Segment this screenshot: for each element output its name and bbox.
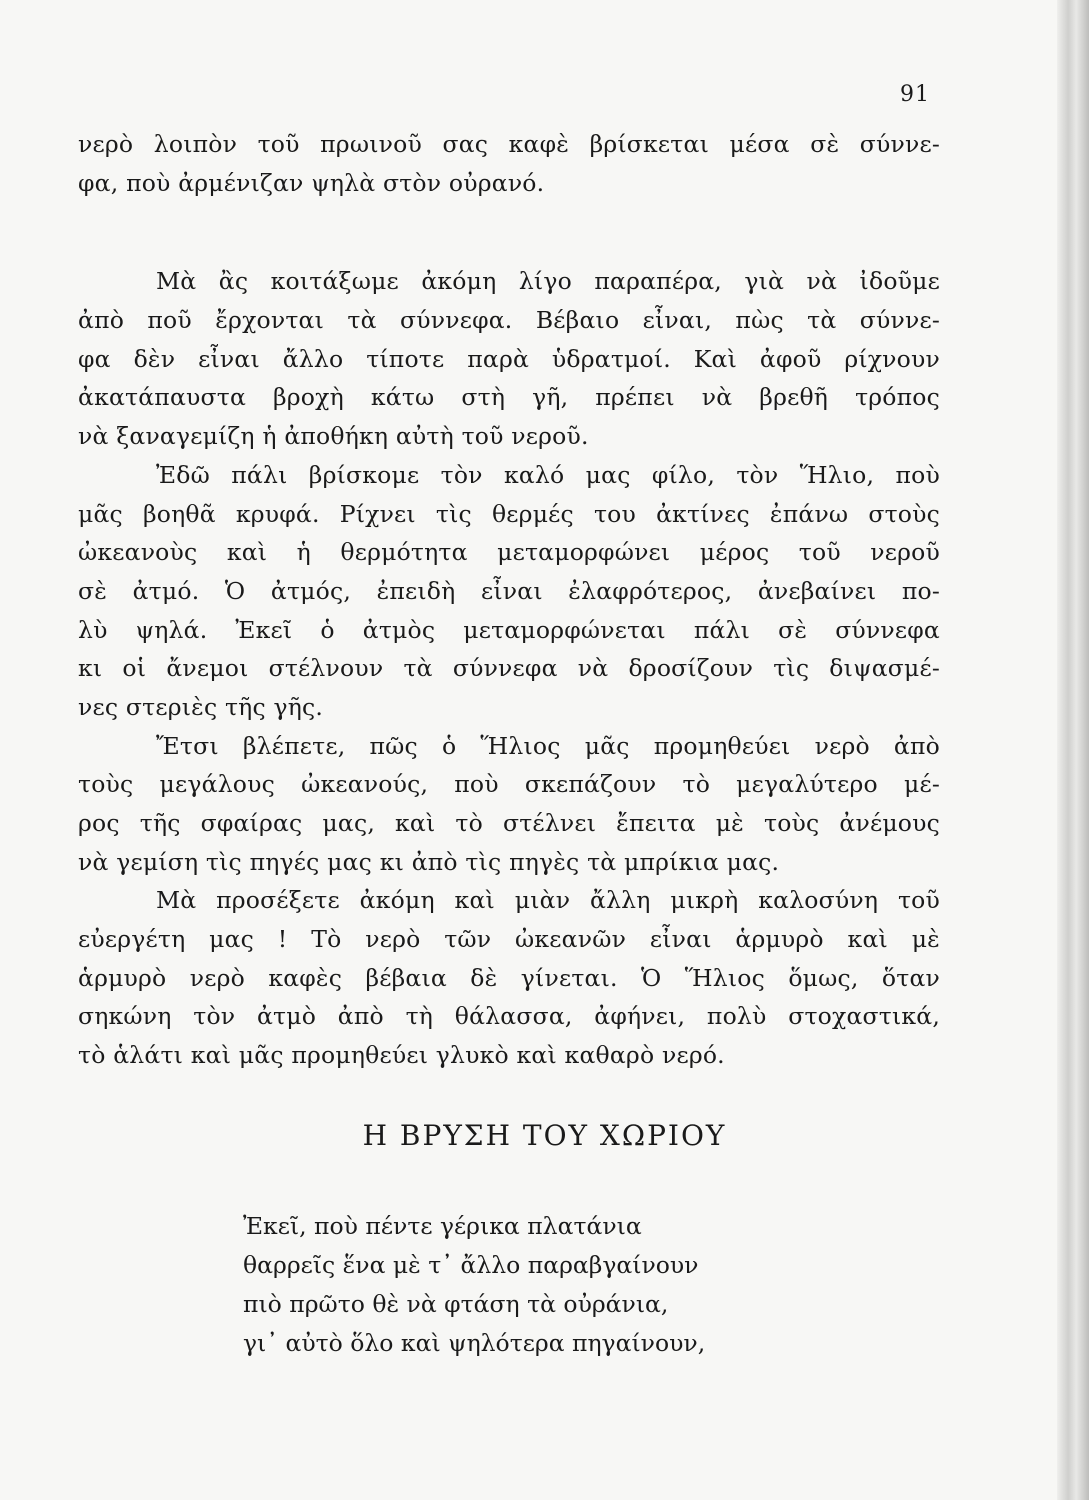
text-line: μᾶς βοηθᾶ κρυφά. Ρίχνει τὶς θερμές του ἀκτίνες ἐπάνω στοὺς [78,499,940,528]
text-line: φα, ποὺ ἀρμένιζαν ψηλὰ στὸν οὐρανό. [78,168,545,197]
text-line: νὰ ξαναγεμίζη ἡ ἀποθήκη αὐτὴ τοῦ νεροῦ. [78,422,589,451]
text-line: ἀκατάπαυστα βροχὴ κάτω στὴ γῆ, πρέπει νὰ βρεθῆ τρόπος [78,383,940,412]
page-number: 91 [900,82,930,107]
paragraph-gap [78,202,940,262]
text-line: ἁρμυρὸ νερὸ καφὲς βέβαια δὲ γίνεται. Ὁ Ἥλιος ὅμως, ὅταν [78,963,940,992]
poem-line: θαρρεῖς ἕνα μὲ τ᾽ ἄλλο παραβγαίνουν [243,1251,699,1279]
text-line: νες στεριὲς τῆς γῆς. [78,692,324,721]
text-line: ἀπὸ ποῦ ἔρχονται τὰ σύννεφα. Βέβαιο εἶναι, πὼς τὰ σύννε- [78,306,940,335]
text-line: σὲ ἀτμό. Ὁ ἀτμός, ἐπειδὴ εἶναι ἐλαφρότερος, ἀνεβαίνει πο- [78,576,940,605]
text-line: ὠκεανοὺς καὶ ἡ θερμότητα μεταμορφώνει μέρος τοῦ νεροῦ [78,538,940,567]
section-heading: Η ΒΡΥΣΗ ΤΟΥ ΧΩΡΙΟΥ [362,1119,727,1152]
text-line: τοὺς μεγάλους ὠκεανούς, ποὺ σκεπάζουν τὸ μεγαλύτερο μέ- [78,770,940,799]
text-line: φα δὲν εἶναι ἄλλο τίποτε παρὰ ὑδρατμοί. Καὶ ἀφοῦ ρίχνουν [78,344,940,373]
poem-line: πιὸ πρῶτο θὲ νὰ φτάση τὰ οὐράνια, [243,1290,669,1318]
text-line: τὸ ἁλάτι καὶ μᾶς προμηθεύει γλυκὸ καὶ καθαρὸ νερό. [78,1041,725,1070]
text-line: Ἔτσι βλέπετε, πῶς ὁ Ἥλιος μᾶς προμηθεύει νερὸ ἀπὸ [156,731,940,760]
page-edge-shadow [1057,0,1089,1500]
paragraph-1 [78,125,940,202]
text-line: εὐεργέτη μας ! Τὸ νερὸ τῶν ὠκεανῶν εἶναι ἁρμυρὸ καὶ μὲ [78,925,940,954]
text-line: Ἐδῶ πάλι βρίσκομε τὸν καλό μας φίλο, τὸν Ἥλιο, ποὺ [156,460,940,489]
body-text [78,125,940,1075]
text-line: σηκώνη τὸν ἀτμὸ ἀπὸ τὴ θάλασσα, ἀφήνει, πολὺ στοχαστικά, [78,1002,940,1031]
text-line: νερὸ λοιπὸν τοῦ πρωινοῦ σας καφὲ βρίσκεται μέσα σὲ σύννε- [78,130,940,158]
paragraph-4 [78,727,940,882]
text-line: Μὰ ἂς κοιτάξωμε ἀκόμη λίγο παραπέρα, γιὰ νὰ ἰδοῦμε [156,267,940,296]
poem [243,1207,705,1363]
text-line: νὰ γεμίση τὶς πηγές μας κι ἀπὸ τὶς πηγὲς τὰ μπρίκια μας. [78,847,780,876]
text-line: Μὰ προσέξετε ἀκόμη καὶ μιὰν ἄλλη μικρὴ καλοσύνη τοῦ [156,886,940,915]
text-line: κι οἱ ἄνεμοι στέλνουν τὰ σύννεφα νὰ δροσίζουν τὶς διψασμέ- [78,654,940,683]
text-line: λὺ ψηλά. Ἐκεῖ ὁ ἀτμὸς μεταμορφώνεται πάλι σὲ σύννεφα [78,615,940,644]
paragraph-2 [78,262,940,455]
text-line: ρος τῆς σφαίρας μας, καὶ τὸ στέλνει ἔπειτα μὲ τοὺς ἀνέμους [78,809,940,837]
paragraph-5 [78,881,940,1074]
poem-line: Ἐκεῖ, ποὺ πέντε γέρικα πλατάνια [243,1212,642,1240]
poem-line: γι᾽ αὐτὸ ὅλο καὶ ψηλότερα πηγαίνουν, [243,1329,706,1357]
paragraph-3 [78,456,940,727]
